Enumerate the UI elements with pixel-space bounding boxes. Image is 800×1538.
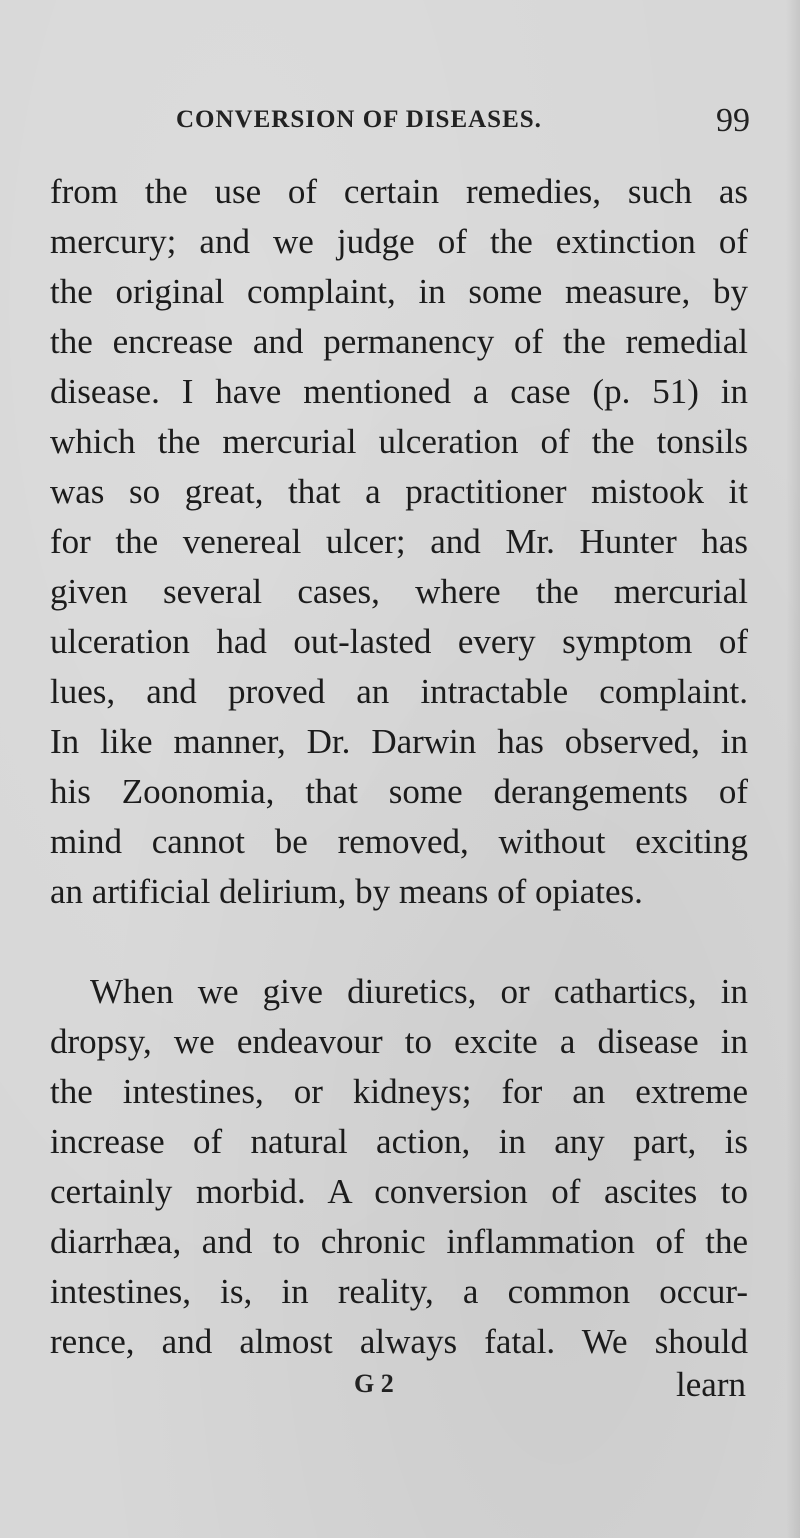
text-line: In like manner, Dr. Darwin has observed, in [50,722,748,761]
text-line: dropsy, we endeavour to excite a disease in [50,1022,748,1061]
text-line: ulceration had out-lasted every symptom of [50,622,748,661]
text-line: lues, and proved an intractable complaint. [50,672,748,711]
text-line: diarrhæa, and to chronic inflammation of the [50,1222,748,1261]
text-line: intestines, is, in reality, a common occur- [50,1272,748,1311]
running-head-title: CONVERSION OF DISEASES. [176,106,542,133]
text-line: mind cannot be removed, without exciting [50,822,748,861]
text-line: mercury; and we judge of the extinction of [50,222,748,261]
page-footer [0,1365,800,1413]
text-line: for the venereal ulcer; and Mr. Hunter has [50,522,748,561]
text-line: the original complaint, in some measure, by [50,272,748,311]
text-line: from the use of certain remedies, such as [50,172,748,211]
text-line: given several cases, where the mercurial [50,572,748,611]
text-line: the encrease and permanency of the remedial [50,322,748,361]
paragraph-1 [50,167,748,917]
text-line: certainly morbid. A conversion of ascites to [50,1172,748,1211]
text-line: increase of natural action, in any part, is [50,1122,748,1161]
running-head [0,102,800,146]
page-number: 99 [716,102,750,139]
text-line: an artificial delirium, by means of opiates. [50,872,643,911]
text-line: rence, and almost always fatal. We should [50,1322,748,1361]
text-line: When we give diuretics, or cathartics, in [90,972,748,1011]
text-line: which the mercurial ulceration of the tonsils [50,422,748,461]
page-edge-shadow [786,0,800,1538]
text-line: the intestines, or kidneys; for an extreme [50,1072,748,1111]
text-line: was so great, that a practitioner mistook it [50,472,748,511]
paragraph-2 [50,967,748,1367]
text-line: disease. I have mentioned a case (p. 51) in [50,372,748,411]
text-line: his Zoonomia, that some derangements of [50,772,748,811]
signature-mark: G 2 [354,1369,394,1398]
catchword: learn [676,1365,746,1404]
